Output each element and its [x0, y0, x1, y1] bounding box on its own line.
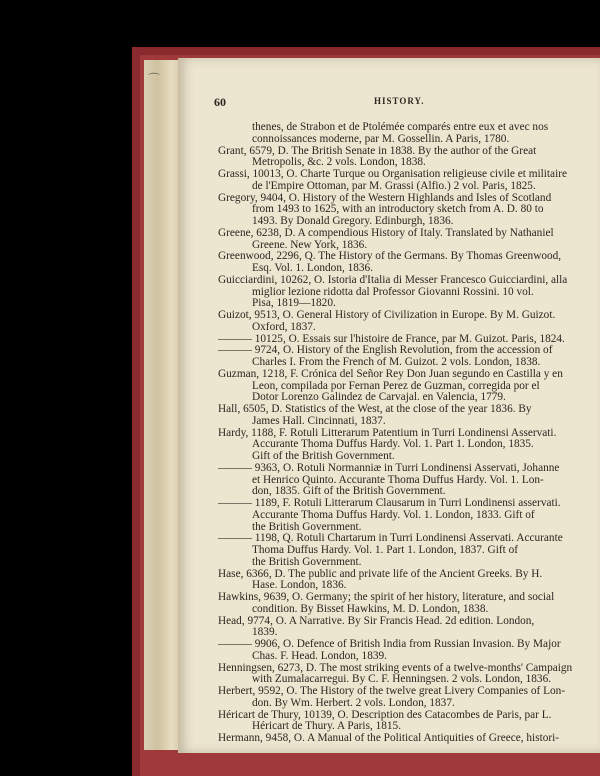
catalog-line: Greene, 6238, D. A compendious History of Italy. Translated by Nathaniel	[218, 226, 554, 239]
catalog-line: Héricart de Thury, 10139, O. Description des Catacombes de Paris, par L.	[218, 708, 552, 721]
catalog-line: Thoma Duffus Hardy. Vol. 1. Part 1. London, 1837. Gift of	[252, 544, 518, 556]
catalog-line: the British Government.	[252, 555, 362, 568]
catalog-line: from 1493 to 1625, with an introductory sketch from A. D. 80 to	[252, 203, 544, 216]
catalog-line: Accurante Thoma Duffus Hardy. Vol. 1. London, 1833. Gift of	[252, 508, 535, 521]
catalog-line: Accurante Thoma Duffus Hardy. Vol. 1. Part 1. London, 1835.	[252, 438, 534, 451]
catalog-line: Metropolis, &c. 2 vols. London, 1838.	[252, 156, 426, 169]
catalog-line: Grassi, 10013, O. Charte Turque ou Organisation religieuse civile et militaire	[218, 168, 567, 180]
catalog-line: de l'Empire Ottoman, par M. Grassi (Alfio.) 2 vol. Paris, 1825.	[252, 179, 536, 192]
catalog-line: Esq. Vol. 1. London, 1836.	[252, 262, 374, 274]
catalog-line: the British Government.	[252, 520, 362, 533]
catalog-line: Charles I. From the French of M. Guizot. 2 vols. London, 1838.	[252, 356, 541, 368]
catalog-line: Hase. London, 1836.	[252, 579, 347, 592]
catalog-line: ——— 10125, O. Essais sur l'histoire de France, par M. Guizot. Paris, 1824.	[218, 332, 565, 345]
catalog-line: Dotor Lorenzo Galindez de Carvajal. en Valencia, 1779.	[252, 391, 506, 404]
catalog-line: Hermann, 9458, O. A Manual of the Political Antiquities of Greece, histori-	[218, 732, 560, 744]
catalog-line: Hawkins, 9639, O. Germany; the spirit of her history, literature, and social	[218, 591, 555, 603]
catalog-line: Guizot, 9513, O. General History of Civilization in Europe. By M. Guizot.	[218, 309, 556, 321]
catalog-line: Hardy, 1188, F. Rotuli Litterarum Patentium in Turri Londinensi Asservati.	[218, 426, 557, 439]
corner-mark: ⌒	[148, 72, 161, 86]
catalog-line: Greenwood, 2296, Q. The History of the Germans. By Thomas Greenwood,	[218, 250, 562, 263]
catalog-line: Guzman, 1218, F. Crónica del Señor Rey Don Juan segundo en Castilla y en	[218, 367, 563, 380]
catalog-line: connoissances moderne, par M. Gossellin. A Paris, 1780.	[252, 132, 510, 145]
catalog-line: miglior lezione ridotta dal Professor Giovanni Rossini. 10 vol.	[252, 285, 534, 298]
catalog-line: Herbert, 9592, O. The History of the twelve great Livery Companies of Lon-	[218, 685, 566, 697]
catalog-line: with Zumalacarregui. By C. F. Henningsen. 2 vols. London, 1836.	[252, 673, 552, 686]
catalog-line: ——— 1189, F. Rotuli Litterarum Clausarum in Turri Londinensi asservati.	[218, 497, 561, 509]
catalog-line: Oxford, 1837.	[252, 320, 316, 333]
catalog-line: Gregory, 9404, O. History of the Western Highlands and Isles of Scotland	[218, 191, 552, 204]
page-number: 60	[214, 95, 226, 109]
catalog-line: Pisa, 1819—1820.	[252, 297, 336, 310]
catalog-line: Guicciardini, 10262, O. Istoria d'Italia di Messer Francesco Guicciardini, alla	[218, 273, 568, 286]
catalog-line: condition. By Bisset Hawkins, M. D. London, 1838.	[252, 602, 489, 615]
catalog-line: Greene. New York, 1836.	[252, 238, 368, 251]
catalog-line: ——— 1198, Q. Rotuli Chartarum in Turri Londinensi Asservati. Accurante	[218, 532, 563, 545]
catalog-line: thenes, de Strabon et de Ptolémée comparés entre eux et avec nos	[252, 121, 549, 133]
catalog-line: Leon, compilada por Fernan Perez de Guzman, corregida por el	[252, 379, 540, 392]
catalog-line: ——— 9724, O. History of the English Revolution, from the accession of	[218, 344, 553, 357]
catalog-line: Head, 9774, O. A Narrative. By Sir Francis Head. 2d edition. London,	[218, 614, 535, 627]
catalog-line: Chas. F. Head. London, 1839.	[252, 649, 387, 662]
catalog-line: ——— 9906, O. Defence of British India from Russian Invasion. By Major	[218, 638, 561, 650]
catalog-line: 1493. By Donald Gregory. Edinburgh, 1836.	[252, 215, 454, 227]
catalog-line: Gift of the British Government.	[252, 450, 395, 462]
catalog-line: Héricart de Thury. A Paris, 1815.	[252, 720, 402, 733]
catalog-line: Hase, 6366, D. The public and private life of the Ancient Greeks. By H.	[218, 567, 543, 580]
catalog-line: et Henrico Quinto. Accurante Thoma Duffus Hardy. Vol. 1. Lon-	[252, 473, 544, 486]
catalog-line: don. By Wm. Herbert. 2 vols. London, 1837.	[252, 696, 455, 709]
running-title: HISTORY.	[374, 96, 425, 106]
catalog-line: Grant, 6579, D. The British Senate in 1838. By the author of the Great	[218, 144, 537, 157]
catalog-line: don, 1835. Gift of the British Government.	[252, 485, 446, 498]
catalog-line: Henningsen, 6273, D. The most striking events of a twelve-months' Campaign	[218, 661, 573, 674]
catalog-line: Hall, 6505, D. Statistics of the West, at the close of the year 1836. By	[218, 403, 532, 415]
page-header	[214, 95, 584, 109]
catalog-line: James Hall. Cincinnati, 1837.	[252, 414, 386, 427]
catalog-line: 1839.	[252, 626, 278, 639]
catalog-line: ——— 9363, O. Rotuli Normanniæ in Turri Londinensi Asservati, Johanne	[218, 461, 560, 474]
